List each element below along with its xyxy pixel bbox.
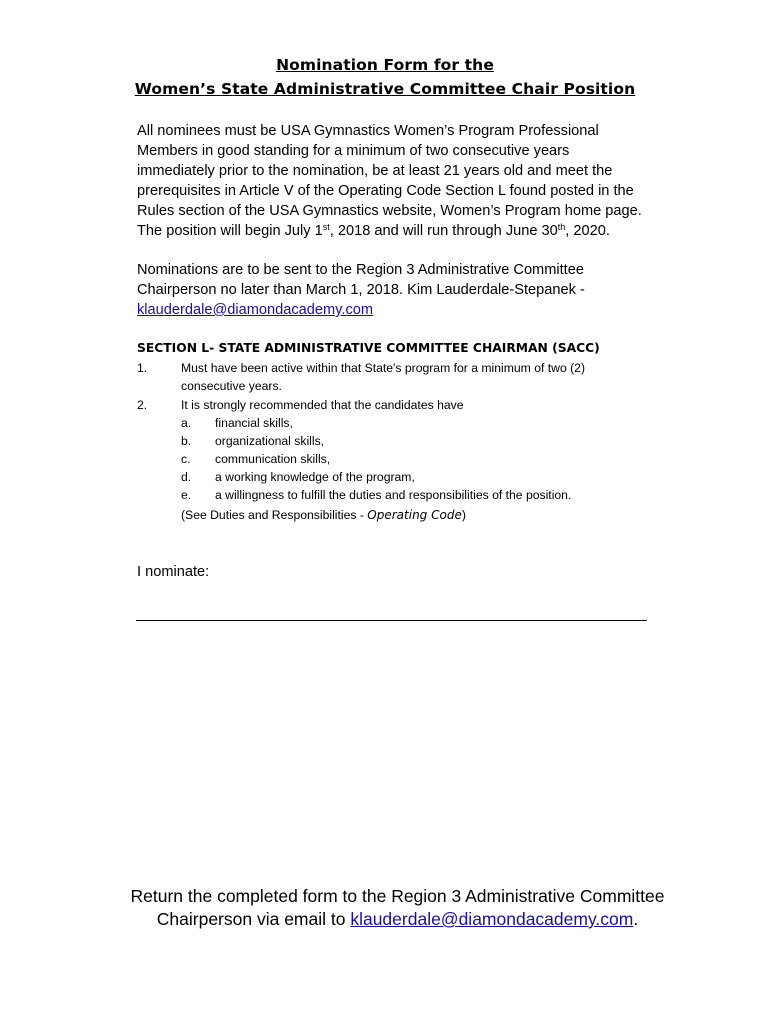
form-title-line-2: Women’s State Administrative Committee Chair Position [134, 80, 636, 98]
intro-line-dates [137, 221, 657, 241]
intro-line: Rules section of the USA Gymnastics website, Women’s Program home page. [137, 203, 642, 219]
subitem-letter: e. [181, 488, 192, 502]
ordinal-th: th [557, 222, 566, 232]
item-2-text: It is strongly recommended that the candidates have [181, 398, 464, 412]
return-email-link[interactable]: klauderdale@diamondacademy.com [350, 909, 634, 929]
nominations-paragraph [137, 260, 657, 320]
nominee-signature-line[interactable] [136, 620, 647, 621]
return-suffix: . [633, 909, 639, 929]
item-1-line: consecutive years. [181, 379, 282, 393]
see-reference [181, 506, 466, 524]
subitem-letter: c. [181, 452, 191, 466]
see-prefix: (See Duties and Responsibilities - [181, 508, 368, 522]
operating-code-ref: Operating Code [367, 508, 462, 522]
form-title-line-1: Nomination Form for the [276, 56, 494, 74]
subitem-text: communication skills, [215, 452, 331, 466]
subitem-text: organizational skills, [215, 434, 325, 448]
ordinal-st: st [322, 222, 330, 232]
intro-line: immediately prior to the nomination, be at least 21 years old and meet the [137, 163, 613, 179]
return-instructions-line-2 [0, 907, 770, 931]
subitem-letter: b. [181, 434, 192, 448]
subitem-text: a willingness to fulfill the duties and responsibilities of the position. [215, 488, 572, 502]
item-number-1: 1. [137, 361, 148, 375]
subitem-letter: d. [181, 470, 192, 484]
dates-text-middle: , 2018 and will run through June 30 [329, 223, 558, 239]
return-instructions-line-1: Return the completed form to the Region 3 Administrative Committee [130, 886, 665, 906]
return-prefix: Chairperson via email to [156, 909, 351, 929]
section-heading: SECTION L- STATE ADMINISTRATIVE COMMITTEE CHAIRMAN (SACC) [137, 341, 600, 355]
see-suffix: ) [461, 508, 466, 522]
subitem-text: a working knowledge of the program, [215, 470, 415, 484]
item-number-2: 2. [137, 398, 148, 412]
item-1-line: Must have been active within that State's program for a minimum of two (2) [181, 361, 586, 375]
dates-text-start: The position will begin July 1 [137, 223, 323, 239]
intro-paragraph [137, 121, 657, 241]
nominations-line: Chairperson no later than March 1, 2018. Kim Lauderdale-Stepanek - [137, 282, 585, 298]
item-1-text [181, 359, 585, 395]
subitem-letter: a. [181, 416, 192, 430]
intro-line: All nominees must be USA Gymnastics Women’s Program Professional [137, 123, 599, 139]
intro-line: Members in good standing for a minimum of two consecutive years [137, 143, 570, 159]
subitem-text: financial skills, [215, 416, 293, 430]
dates-text-end: , 2020. [565, 223, 610, 239]
nominate-label: I nominate: [137, 564, 210, 580]
intro-line: prerequisites in Article V of the Operating Code Section L found posted in the [137, 183, 634, 199]
nominations-line: Nominations are to be sent to the Region 3 Administrative Committee [137, 262, 584, 278]
contact-email-link[interactable]: klauderdale@diamondacademy.com [137, 302, 374, 318]
